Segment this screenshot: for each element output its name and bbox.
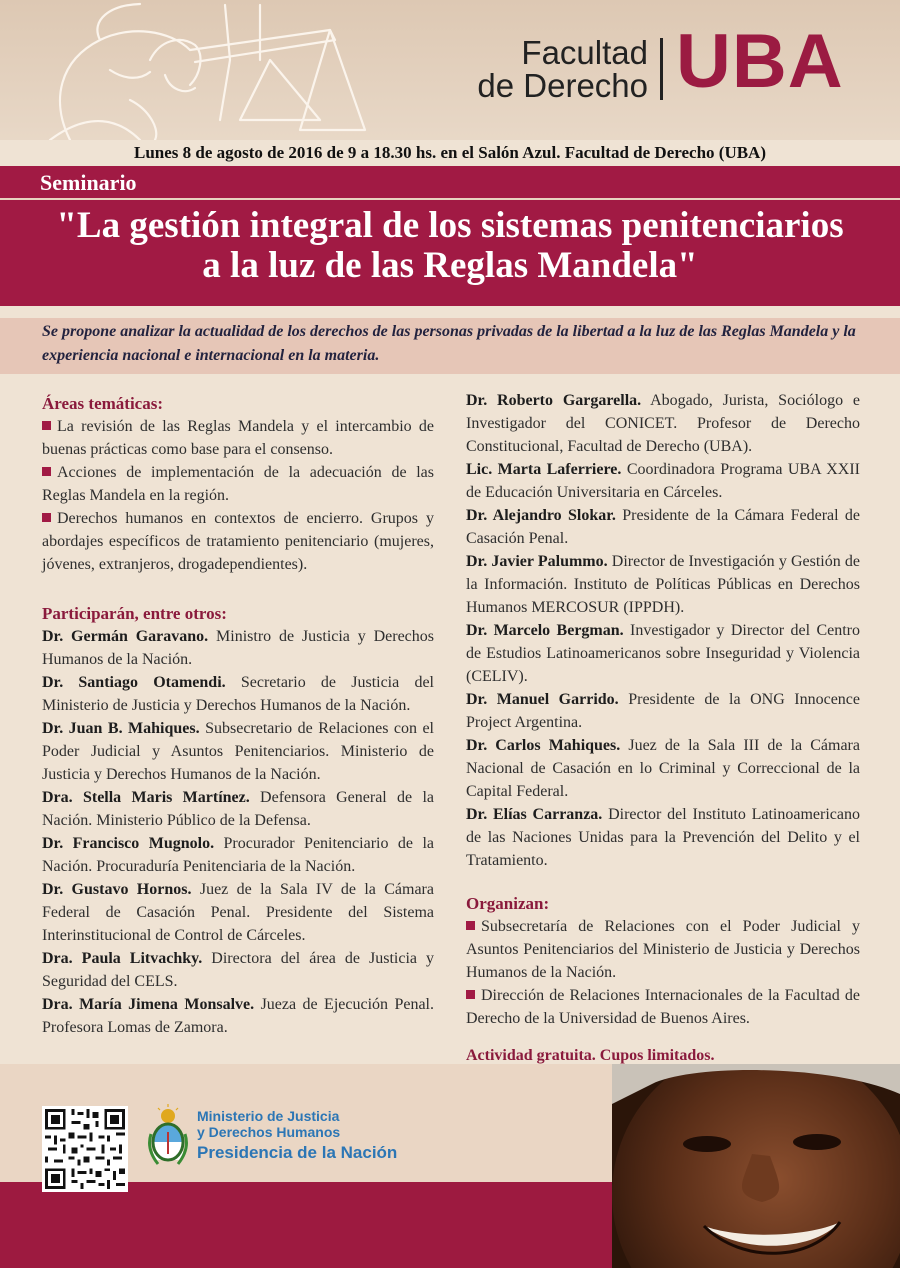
portrait-photo bbox=[612, 1064, 900, 1268]
intro-text: Se propone analizar la actualidad de los derechos de las personas privadas de la libertad a la luz de las Reglas Mandela y la experiencia nacional e internacional en la materia. bbox=[42, 323, 856, 364]
national-coat-of-arms-icon bbox=[146, 1104, 190, 1170]
participant bbox=[42, 786, 434, 832]
justice-figure-illustration bbox=[30, 0, 410, 140]
participant-desc: Subsecretario de Relaciones con el Poder Judicial y Asuntos Penitenciarios. Ministerio de Justicia y Derechos Humanos de la Nación. bbox=[42, 720, 434, 783]
participant bbox=[42, 625, 434, 671]
participant-name: Dra. Stella Maris Martínez. bbox=[42, 789, 250, 806]
participant-name: Dr. Francisco Mugnolo. bbox=[42, 835, 215, 852]
participant-desc: Presidente de la Cámara Federal de Casación Penal. bbox=[466, 507, 861, 547]
participant-desc: Presidente de la ONG Innocence Project Argentina. bbox=[466, 691, 861, 731]
participant-name: Dr. Roberto Gargarella. bbox=[466, 392, 642, 409]
participant-desc: Juez de la Sala III de la Cámara Nacional de Casación en lo Criminal y Correccional de la Capital Federal. bbox=[466, 737, 860, 800]
left-column bbox=[42, 392, 434, 1039]
seminar-title-line1: "La gestión integral de los sistemas penitenciarios bbox=[56, 205, 844, 246]
area-item bbox=[42, 507, 434, 576]
bullet-square-icon bbox=[466, 921, 475, 930]
bullet-square-icon bbox=[42, 513, 51, 522]
participant-name: Dr. Carlos Mahiques. bbox=[466, 737, 621, 754]
faculty-name-line1: Facultad bbox=[521, 34, 648, 71]
bullet-square-icon bbox=[466, 990, 475, 999]
organizer-item-text: Dirección de Relaciones Internacionales de la Facultad de Derecho de la Universidad de Buenos Aires. bbox=[466, 987, 860, 1027]
ministry-logo bbox=[197, 1108, 397, 1164]
band-divider bbox=[0, 198, 900, 200]
seminar-label: Seminario bbox=[40, 170, 137, 195]
participant-desc: Director de Investigación y Gestión de la Información. Instituto de Políticas Públicas en Derechos Humanos MERCOSUR (IPPDH). bbox=[466, 553, 860, 616]
participant bbox=[42, 717, 434, 786]
participant bbox=[42, 993, 434, 1039]
faculty-name bbox=[458, 36, 648, 102]
participant-name: Dra. María Jimena Monsalve. bbox=[42, 996, 255, 1013]
participant bbox=[466, 734, 860, 803]
bullet-square-icon bbox=[42, 421, 51, 430]
participant bbox=[466, 389, 860, 458]
area-item bbox=[42, 461, 434, 507]
header bbox=[0, 0, 900, 140]
organizer-item bbox=[466, 984, 860, 1030]
organizer-item bbox=[466, 915, 860, 984]
participant-desc: Jueza de Ejecución Penal. Profesora Lomas de Zamora. bbox=[42, 996, 434, 1036]
bullet-square-icon bbox=[42, 467, 51, 476]
participant-desc: Procurador Penitenciario de la Nación. Procuraduría Penitenciaria de la Nación. bbox=[42, 835, 434, 875]
participant bbox=[42, 832, 434, 878]
presidency-label: Presidencia de la Nación bbox=[197, 1143, 398, 1162]
participant-desc: Coordinadora Programa UBA XXII de Educación Universitaria en Cárceles. bbox=[466, 461, 861, 501]
participant-name: Dr. Manuel Garrido. bbox=[466, 691, 619, 708]
area-item-text: Acciones de implementación de la adecuación de las Reglas Mandela en la región. bbox=[42, 464, 434, 504]
participant-desc: Secretario de Justicia del Ministerio de Justicia y Derechos Humanos de la Nación. bbox=[42, 674, 434, 714]
organizer-item-text: Subsecretaría de Relaciones con el Poder Judicial y Asuntos Penitenciarios del Ministerio de Justicia y Derechos Humanos de la Nación. bbox=[466, 918, 860, 981]
participant bbox=[466, 803, 860, 872]
seminar-title bbox=[0, 206, 900, 286]
participant-name: Dr. Marcelo Bergman. bbox=[466, 622, 624, 639]
area-item-text: La revisión de las Reglas Mandela y el intercambio de buenas prácticas como base para el consenso. bbox=[42, 418, 434, 458]
participant-desc: Abogado, Jurista, Sociólogo e Investigador del CONICET. Profesor de Derecho Constitucional, Facultad de Derecho (UBA). bbox=[466, 392, 860, 455]
participant bbox=[42, 878, 434, 947]
free-activity-notice: Actividad gratuita. Cupos limitados. bbox=[466, 1047, 715, 1064]
participant-name: Dr. Santiago Otamendi. bbox=[42, 674, 226, 691]
participant bbox=[466, 619, 860, 688]
participant-desc: Defensora General de la Nación. Ministerio Público de la Defensa. bbox=[42, 789, 434, 829]
ministry-name-line1: Ministerio de Justicia bbox=[197, 1108, 340, 1124]
participant-desc: Directora del área de Justicia y Seguridad del CELS. bbox=[42, 950, 435, 990]
participant-desc: Director del Instituto Latinoamericano de las Naciones Unidas para la Prevención del Delito y el Tratamiento. bbox=[466, 806, 860, 869]
area-item-text: Derechos humanos en contextos de encierro. Grupos y abordajes específicos de tratamiento penitenciario (mujeres, jóvenes, extranjeros, drogadependientes). bbox=[42, 510, 434, 573]
participant-name: Lic. Marta Laferriere. bbox=[466, 461, 622, 478]
participant bbox=[42, 947, 434, 993]
participant-name: Dr. Gustavo Hornos. bbox=[42, 881, 192, 898]
participant-desc: Ministro de Justicia y Derechos Humanos de la Nación. bbox=[42, 628, 434, 668]
logo-divider bbox=[660, 38, 663, 100]
participant bbox=[466, 504, 860, 550]
right-column bbox=[466, 389, 860, 1146]
participant bbox=[42, 671, 434, 717]
participant-name: Dr. Germán Garavano. bbox=[42, 628, 209, 645]
participant-name: Dr. Alejandro Slokar. bbox=[466, 507, 616, 524]
organizers-heading: Organizan: bbox=[466, 894, 550, 913]
qr-code bbox=[42, 1106, 128, 1192]
participant-name: Dr. Elías Carranza. bbox=[466, 806, 603, 823]
participant-desc: Juez de la Sala IV de la Cámara Federal de Casación Penal. Presidente del Sistema Interinstitucional de Control de Cárceles. bbox=[42, 881, 434, 944]
areas-heading: Áreas temáticas: bbox=[42, 394, 164, 413]
faculty-name-line2: de Derecho bbox=[477, 67, 648, 104]
ministry-name-line2: y Derechos Humanos bbox=[197, 1124, 341, 1140]
participant bbox=[466, 458, 860, 504]
participant-desc: Investigador y Director del Centro de Estudios Latinoamericanos sobre Inseguridad y Violencia (CELIV). bbox=[466, 622, 861, 685]
seminar-title-line2: a la luz de las Reglas Mandela" bbox=[202, 245, 698, 286]
area-item bbox=[42, 415, 434, 461]
event-dateline: Lunes 8 de agosto de 2016 de 9 a 18.30 hs. en el Salón Azul. Facultad de Derecho (UBA) bbox=[133, 143, 766, 162]
participants-heading: Participarán, entre otros: bbox=[42, 604, 227, 623]
participant bbox=[466, 688, 860, 734]
uba-logo: UBA bbox=[676, 19, 844, 104]
participant-name: Dr. Javier Palummo. bbox=[466, 553, 608, 570]
participant bbox=[466, 550, 860, 619]
participant-name: Dra. Paula Litvachky. bbox=[42, 950, 203, 967]
participant-name: Dr. Juan B. Mahiques. bbox=[42, 720, 200, 737]
